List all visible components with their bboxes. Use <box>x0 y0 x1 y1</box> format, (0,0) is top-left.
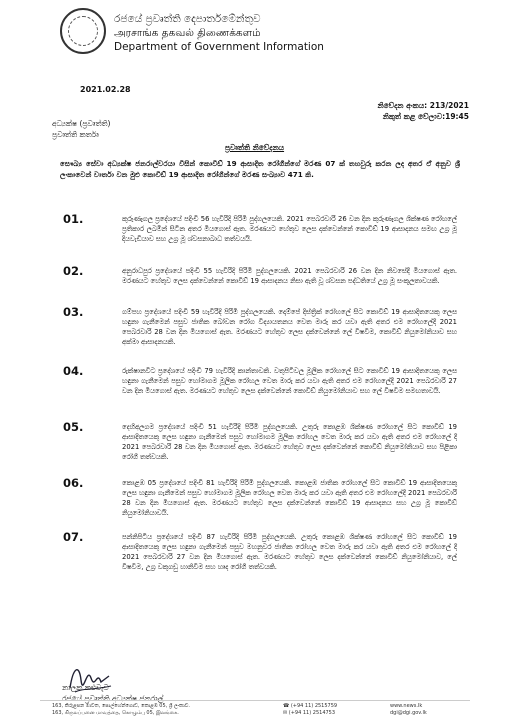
footer-phone: ☎ (+94 11) 2515759 <box>283 703 338 709</box>
item-text: කොළඹ 05 ප්‍රදේශයේ පදිංචි 81 හැවිරිදි පිරිමි පුද්ගලයෙකි. කොළඹ ජාතික රෝහලේ සිට කොවිඩ් 19 ආසාදිතයෙකු ලෙස හඳුනා ගැනීමෙන් පසුව හෝමාගම මූලික රෝහල වෙත මාරු කර යවා ඇති අතර එම රෝහලේදී 2021 පෙබරවාරි 28 වන දින මියගොස් ඇත. මරණයට හේතුව ලෙස දක්වෙන්නේ කොවිඩ් 19 ආසාදනය සහ උග්‍ර මූ කොවිඩ් නියුමෝනියාවයි. <box>122 479 457 517</box>
signer-title: රජයේ ප්‍රවෘත්ති අධ්‍යක්ෂ ජනරාල් <box>62 694 164 703</box>
footer-email: dgi@dgi.gov.lk <box>390 710 427 716</box>
item-number: 05. <box>63 420 84 434</box>
intro-paragraph: සෞඛ්‍ය සේවා අධ්‍යක්ෂ ජනරාල්වරයා විසින් කොවිඩ් 19 ආසාදිත රෝගීන්ගේ මරණ 07 ක් තහවුරු කරන ලද අතර ඒ අනුව ශ්‍රී ලංකාවෙන් වාර්තා වන මුළු කොවිඩ් 19 ආසාදිත රෝගීන්ගේ මරණ සංඛ්‍යාව 471 කි. <box>60 159 460 179</box>
footer-address-sinhala: 163, කිරුළපන මාවත, පොල්හේන්ගොඩ, කොළඹ 05, ශ්‍රී ලංකාව. <box>52 703 190 709</box>
item-text: පන්නිපිටිය ප්‍රදේශයේ පදිංචි 87 හැවිරිදි පිරිමි පුද්ගලයෙකි. උතුරු කොළඹ ශික්ෂණ රෝහලේ සිට කොවිඩ් 19 ආසාදිතයෙකු ලෙස හඳුනා ගැනීමෙන් පසුව මහනුවර ජාතික රෝහල වෙත මාරු කර යවා ඇති අතර එම රෝහලේ දී 2021 පෙබරවාරි 27 වන දින මියගොස් ඇත. මරණයට හේතුව ලෙස දක්වෙන්නේ කොවිඩ් නියුමෝනියාව, ලේ විෂවීම, උග්‍ර වකුගඩු හානිවීම සහ හෘද රෝගී තත්වයකි. <box>122 533 457 571</box>
header-sinhala: රජයේ ප්‍රවෘත්ති දෙපාර්තමේන්තුව <box>114 13 261 25</box>
footer-fax: ✉ (+94 11) 2514753 <box>283 710 336 716</box>
addressee-editor: ප්‍රවෘත්ති කර්තෘ <box>52 130 99 139</box>
government-emblem-icon <box>60 8 106 54</box>
item-number: 02. <box>63 264 84 278</box>
item-text: දෙහිඅලගම ප්‍රදේශයේ පදිංචි 51 හැවිරිදි පිරිමි පුද්ගලයෙකි. උතුරු කොළඹ ශික්ෂණ රෝහලේ සිට කොවිඩ් 19 ආසාදිතයෙකු ලෙස හඳුනා ගැනීමෙන් පසුව හෝමාගම මූලික රෝහල වෙත මාරු කර යවා ඇති අතර එම රෝහලේ දී 2021 පෙබරවාරි 28 වන දින මියගොස් ඇත. මරණයට හේතුව ලෙස දක්වෙන්නේ කොවිඩ් නියුමෝනියාව සහ පිළිකා රෝගී තත්වයකි. <box>122 423 457 461</box>
addressee-director: අධ්‍යක්ෂ (ප්‍රවෘත්ති) <box>52 119 111 128</box>
footer-address-tamil: 163, கிருலப்பனை மாவத்தை, கொழும்பு 05, இலங்கை. <box>52 710 179 716</box>
item-text: කුරුණෑගල ප්‍රදේශයේ පදිංචි 56 හැවිරිදි පිරිමි පුද්ගලයෙකි. 2021 පෙබරවාරි 26 වන දින කුරුණෑගල ශික්ෂණ රෝහලේ ප්‍රතිකාර ලබමින් සිටින අතර මියගොස් ඇත. මරණයට හේතුව ලෙස දක්වෙන්නේ කොවිඩ් 19 ආසාදනය සමඟ උග්‍ර මූ දියවැඩියාව සහ උග්‍ර මූ ශ්වසනාබාධ තත්වයයි. <box>122 215 457 243</box>
release-number: නිවේදන අංකය: 213/2021 <box>377 101 469 110</box>
signer-name: නාලක කළුවැව <box>62 683 109 692</box>
item-number: 04. <box>63 364 84 378</box>
document-title: ප්‍රවෘත්ති නිවේදනය <box>224 143 285 152</box>
item-number: 03. <box>63 305 84 319</box>
item-number: 07. <box>63 530 84 544</box>
item-number: 06. <box>63 476 84 490</box>
footer-divider <box>40 700 470 701</box>
item-text: ගම්පහ ප්‍රදේශයේ පදිංචි 59 හැවිරිදි පිරිමි පුද්ගලයෙකි. දොම්පේ දිස්ත්‍රික් රෝහලේ සිට කොවිඩ් 19 ආසාදිතයෙකු ලෙස හඳුනා ගැනීමෙන් පසුව ජාතික බෝවන රෝග විද්‍යායතනය වෙත මාරු කර යවා ඇති අතර එම රෝහලේදී 2021 පෙබරවාරි 28 වන දින මියගොස් ඇත. මරණයට හේතුව ලෙස දක්වෙන්නේ ලේ විෂවීම, කොවිඩ් නියුමෝනියාව සහ අක්මා ආසාදනයකි. <box>122 308 457 346</box>
header-tamil: அரசாங்க தகவல் திணைக்களம் <box>114 27 261 39</box>
footer-website: www.news.lk <box>390 703 423 709</box>
item-number: 01. <box>63 212 84 226</box>
release-time: නිකුත් කළ වේලාව:19:45 <box>382 112 469 121</box>
release-date: 2021.02.28 <box>80 85 131 94</box>
header-english: Department of Government Information <box>114 41 324 53</box>
item-text: රුක්ෂානවිට ප්‍රදේශයේ පදිංචි 79 හැවිරිදි කාන්තාවකි. වතුපිටිවල මූලික රෝහලේ සිට කොවිඩ් 19 ආසාදිතයෙකු ලෙස හඳුනා ගැනීමෙන් පසුව හෝමාගම මූලික රෝහල වෙත මාරු කර යවා ඇති අතර එම රෝහලේදී 2021 පෙබරවාරි 27 වන දින මියගොස් ඇත. මරණයට හේතුව ලෙස දක්වෙන්නේ කොවිඩ් නියුමෝනියාව සහ ලේ විෂවීම සමඟතාවයි. <box>122 367 457 395</box>
item-text: අනුරාධපුර ප්‍රදේශයේ පදිංචි 55 හැවිරිදි පිරිමි පුද්ගලයෙකි. 2021 පෙබරවාරි 26 වන දින නිවසේදී මියගොස් ඇත. මරණයට හේතුව ලෙස දක්වෙන්නේ කොවිඩ් 19 ආසාදනය නිසා ඇති වූ ශ්වසන පද්ධතියේ උග්‍ර මූ සංකූලතාවයකි. <box>122 267 457 285</box>
